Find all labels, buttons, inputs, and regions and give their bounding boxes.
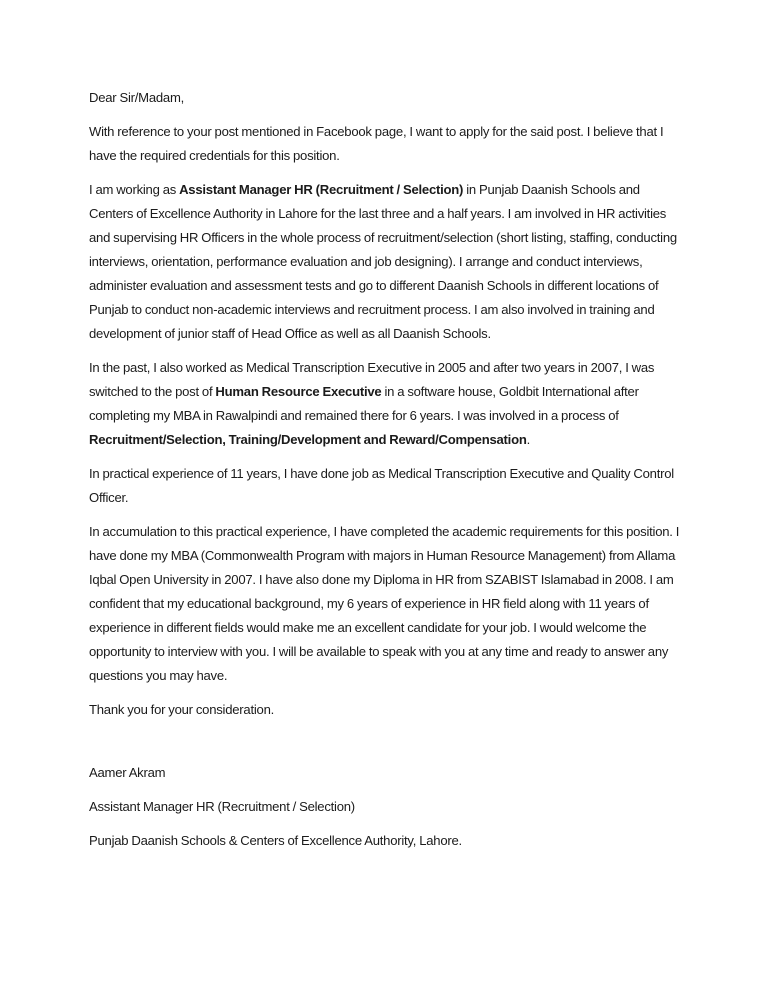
text-run: In accumulation to this practical experience, I have completed the academic requirements for this position. I have done my MBA (Commonwealth Program with majors in Human Resource Management) from Allama Iqbal Open University in 2007. I have also done my Diploma in HR from SZABIST Islamabad in 2008. I am confident that my educational background, my 6 years of experience in HR field along with 11 years of experience in different fields would make me an excellent candidate for your job. I would welcome the opportunity to interview with you. I will be available to speak with you at any time and ready to answer any questions you may have. [89, 524, 680, 683]
text-run: in a software house, Goldbit International after completing my MBA in Rawalpindi and remained there for 6 years. I was involved in a process of [89, 384, 639, 423]
text-run: I am working as [89, 182, 180, 197]
paragraph-education [89, 520, 681, 688]
text-run: . [526, 432, 531, 447]
emphasis-run: Human Resource Executive [215, 384, 382, 399]
closing-line: Thank you for your consideration. [89, 702, 275, 717]
paragraph-past-experience [89, 356, 681, 452]
paragraph-practical-experience [89, 462, 681, 510]
text-run: In practical experience of 11 years, I have done job as Medical Transcription Executive and Quality Control Officer. [89, 466, 674, 505]
paragraph-current-role [89, 178, 681, 346]
text-run: With reference to your post mentioned in Facebook page, I want to apply for the said post. I believe that I have the required credentials for this position. [89, 124, 664, 163]
paragraph-list [89, 120, 681, 688]
text-run: In the past, I also worked as Medical Transcription Executive in 2005 and after two years in 2007, I was switched to the post of [89, 360, 655, 399]
paragraph-reference [89, 120, 681, 168]
emphasis-run: Assistant Manager HR (Recruitment / Selection) [179, 182, 464, 197]
signature-title: Assistant Manager HR (Recruitment / Selection) [89, 799, 355, 814]
signature-name: Aamer Akram [89, 765, 166, 780]
letter-body [89, 86, 681, 853]
signature-organization: Punjab Daanish Schools & Centers of Excellence Authority, Lahore. [89, 833, 462, 848]
emphasis-run: Recruitment/Selection, Training/Development and Reward/Compensation [89, 432, 527, 447]
text-run: in Punjab Daanish Schools and Centers of Excellence Authority in Lahore for the last three and a half years. I am involved in HR activities and supervising HR Officers in the whole process of recruitment/selection (short listing, staffing, conducting interviews, orientation, performance evaluation and job designing). I arrange and conduct interviews, administer evaluation and assessment tests and go to different Daanish Schools in different locations of Punjab to conduct non-academic interviews and recruitment process. I am also involved in training and development of junior staff of Head Office as well as all Daanish Schools. [89, 182, 677, 341]
signature-spacer [89, 732, 681, 761]
salutation: Dear Sir/Madam, [89, 90, 185, 105]
